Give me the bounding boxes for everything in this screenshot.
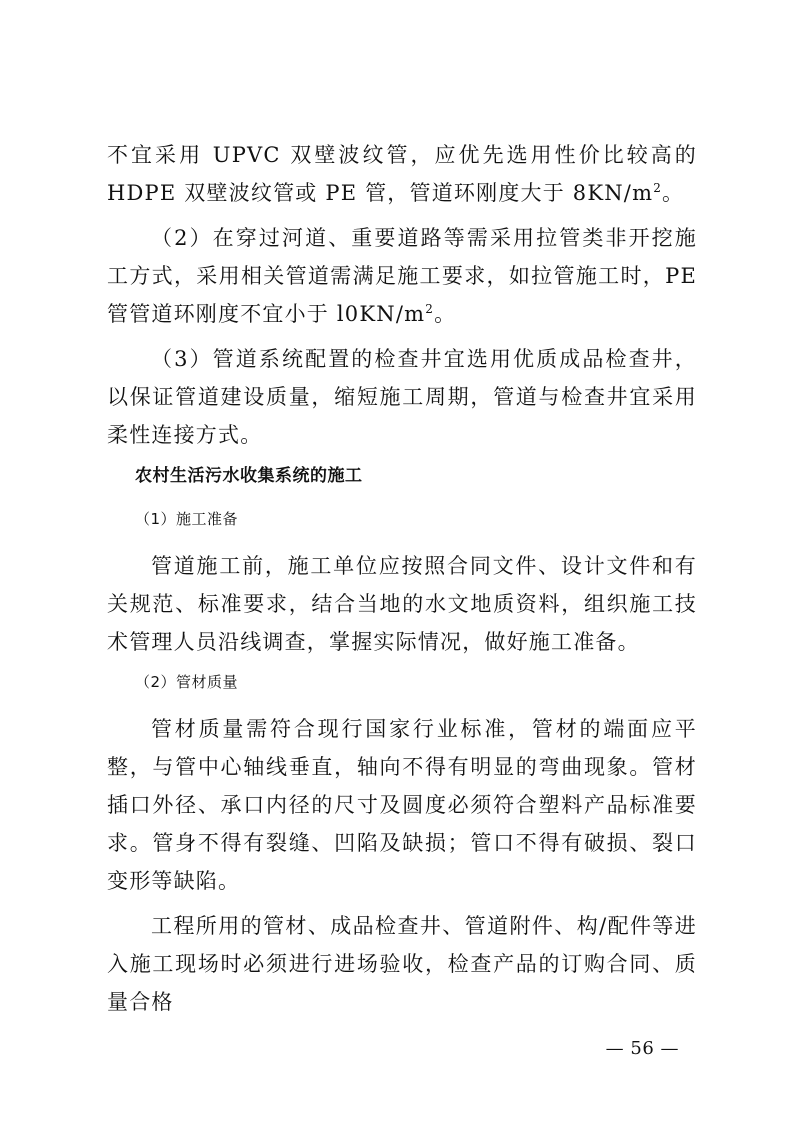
- paragraph-text: 不宜采用 UPVC 双壁波纹管，应优先选用性价比较高的 HDPE 双壁波纹管或 PE 管，管道环刚度大于 8KN/m: [107, 143, 697, 205]
- paragraph-construction-prep: 管道施工前，施工单位应按照合同文件、设计文件和有关规范、标准要求，结合当地的水文地质资料，组织施工技术管理人员沿线调查，掌握实际情况，做好施工准备。: [107, 554, 697, 654]
- section-heading: 农村生活污水收集系统的施工: [135, 466, 363, 486]
- superscript: 2: [653, 181, 663, 195]
- superscript: 2: [425, 302, 435, 316]
- subheading-construction-prep: （1）施工准备: [135, 510, 239, 528]
- paragraph-end: 。: [662, 181, 685, 205]
- paragraph-text: （2）在穿过河道、重要道路等需采用拉管类非开挖施工方式，采用相关管道需满足施工要求，如拉管施工时，PE 管管道环刚度不宜小于 l0KN/m: [107, 226, 697, 326]
- paragraph-item-3: （3）管道系统配置的检查井宜选用优质成品检查井，以保证管道建设质量，缩短施工周期，管道与检查井宜采用柔性连接方式。: [107, 347, 697, 447]
- paragraph-pipe-quality: 管材质量需符合现行国家行业标准，管材的端面应平整，与管中心轴线垂直，轴向不得有明显的弯曲现象。管材插口外径、承口内径的尺寸及圆度必须符合塑料产品标准要求。管身不得有裂缝、凹陷及缺损；管口不得有破损、裂口变形等缺陷。: [107, 717, 697, 893]
- document-body: [107, 136, 697, 1028]
- subheading-pipe-quality: （2）管材质量: [135, 673, 239, 691]
- paragraph-end: 。: [434, 302, 457, 326]
- paragraph-site-acceptance: 工程所用的管材、成品检查井、管道附件、构/配件等进入施工现场时必须进行进场验收，检查产品的订购合同、质量合格: [107, 914, 697, 1014]
- paragraph-item-2: [107, 219, 697, 333]
- paragraph-pipe-material: [107, 136, 697, 212]
- page-number: — 56 —: [605, 1038, 679, 1059]
